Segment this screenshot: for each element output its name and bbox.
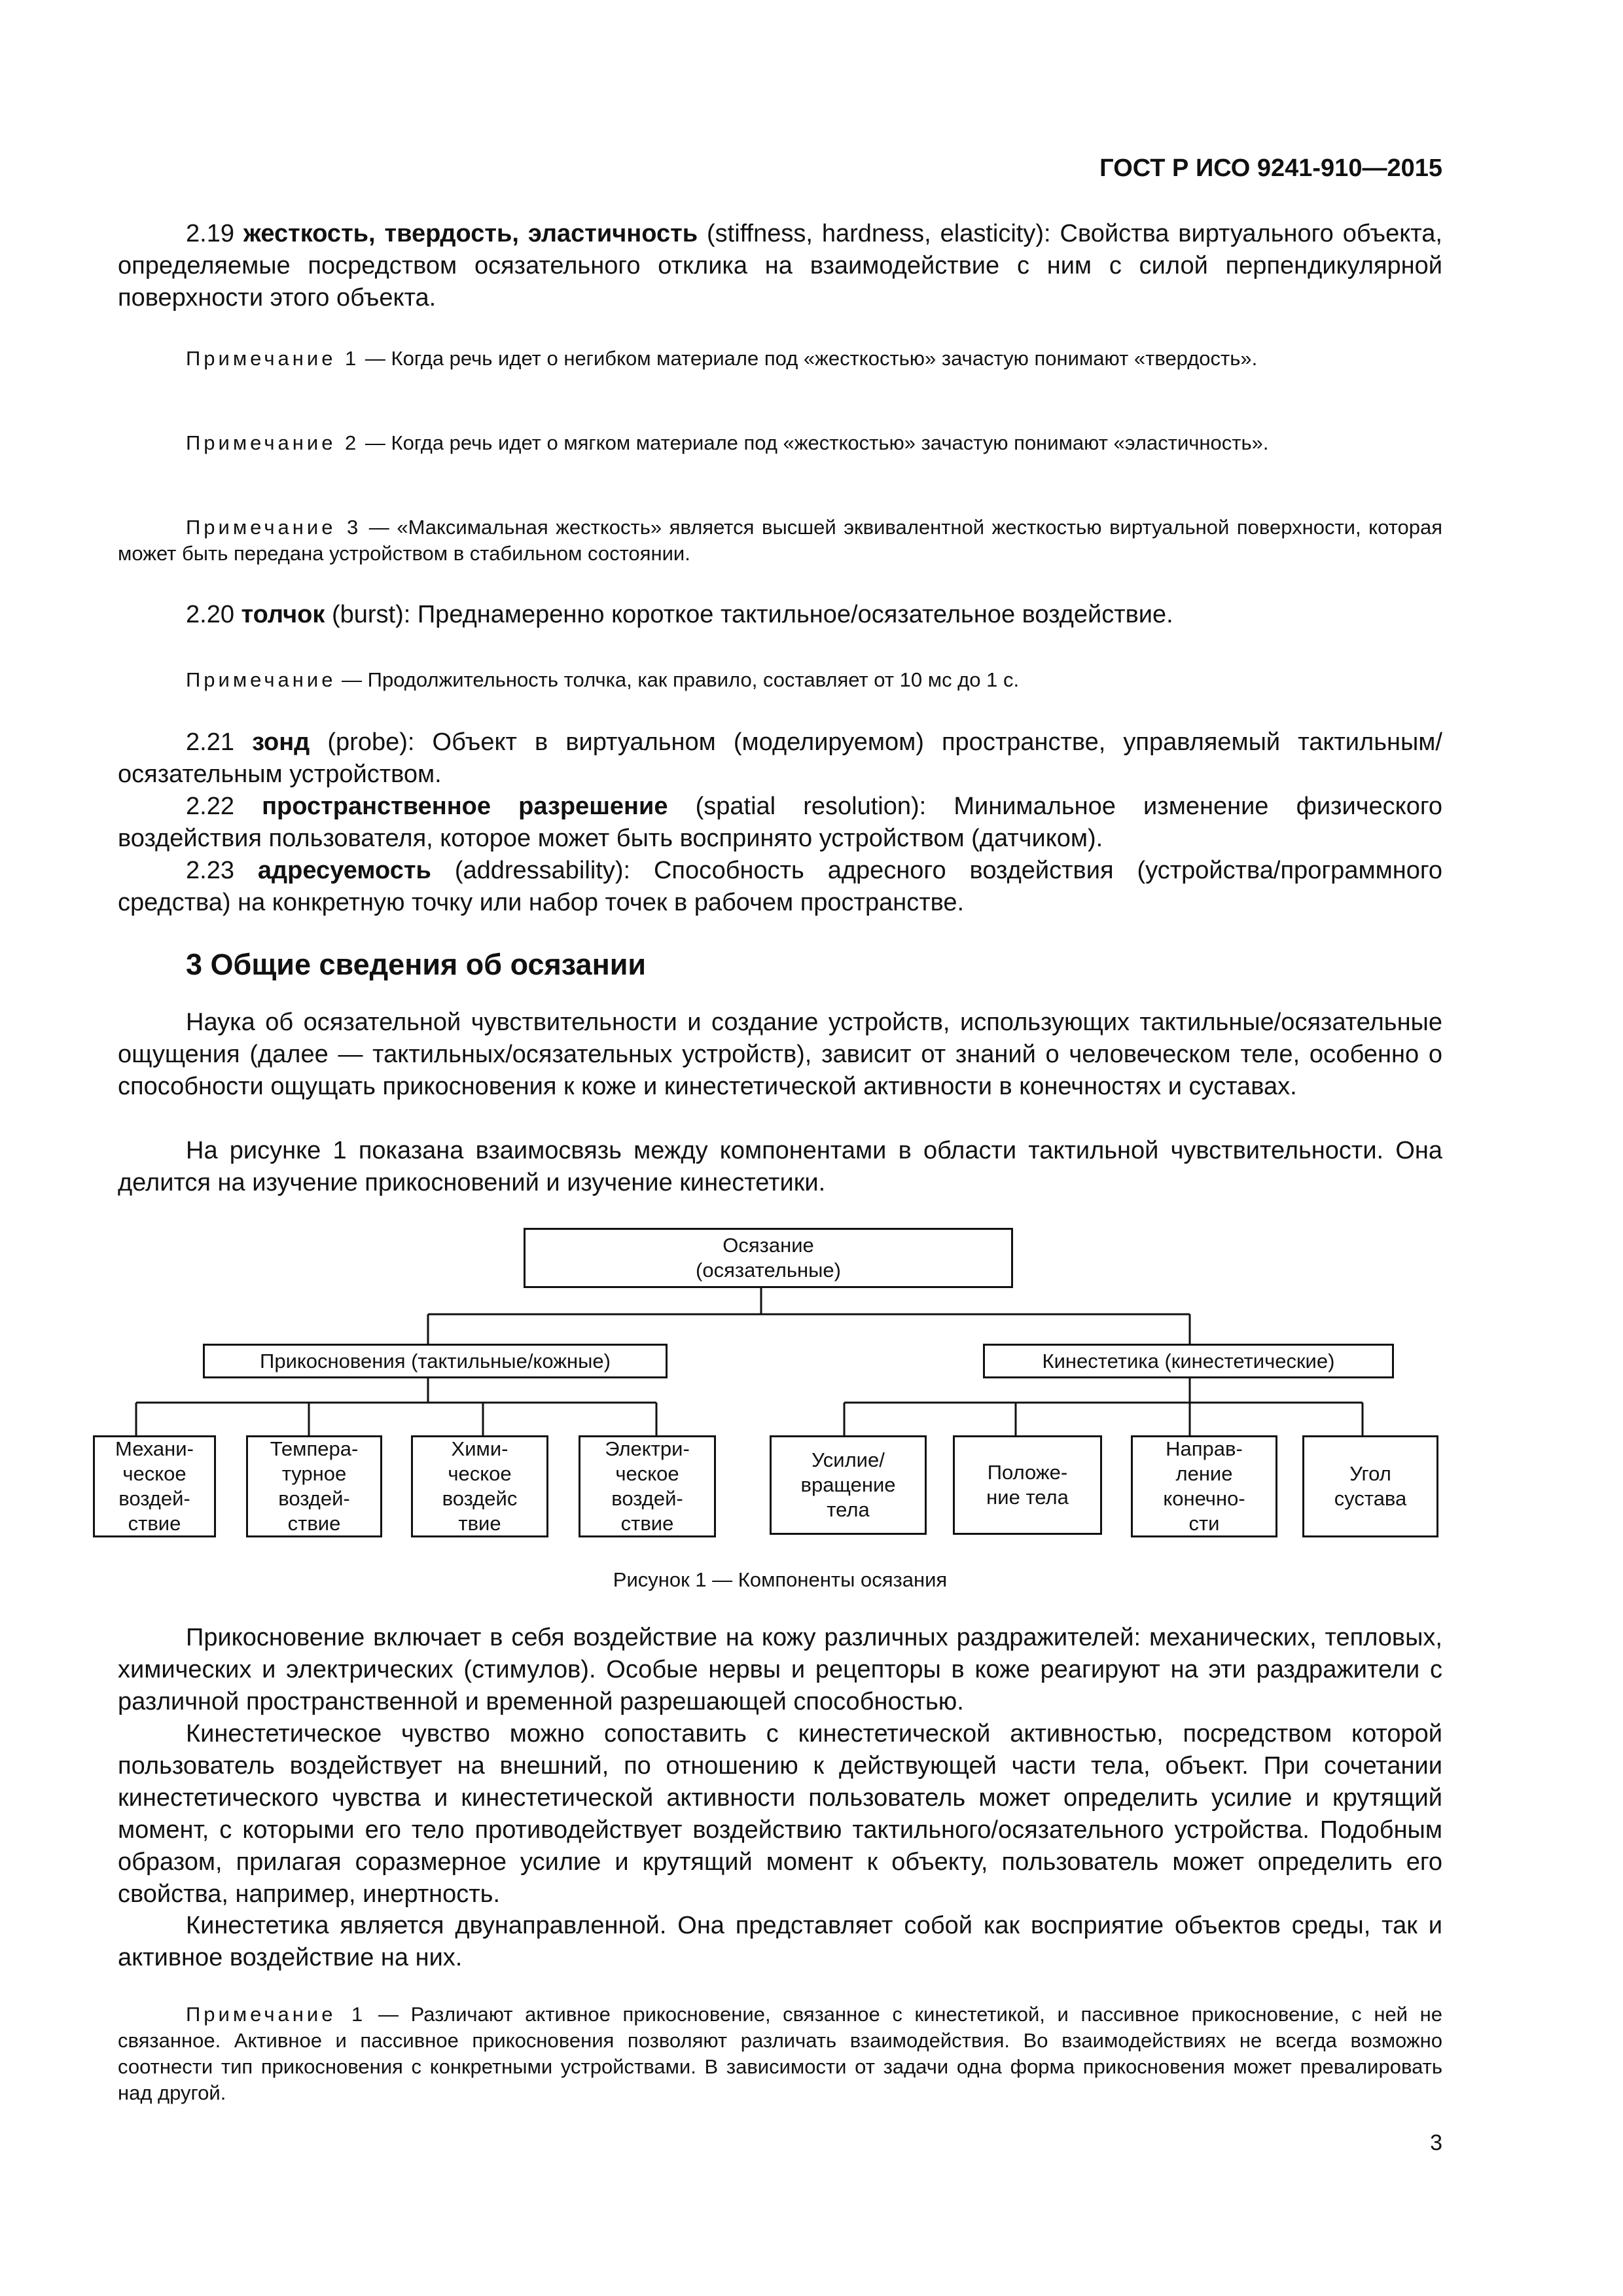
definition-term: адресуемость — [257, 857, 431, 884]
figure-electrical-box: Электри- ческое воздей- ствие — [579, 1435, 716, 1537]
figure-root-box: Осязание (осязательные) — [524, 1228, 1013, 1288]
figure-body-position-box: Положе- ние тела — [953, 1435, 1102, 1535]
figure-touch-box: Прикосновения (тактильные/кожные) — [203, 1344, 668, 1378]
note-2-19-1 — [118, 346, 1442, 372]
note-2-19-3 — [118, 514, 1442, 567]
page-number: 3 — [1430, 2130, 1442, 2155]
section-paragraph: На рисунке 1 показана взаимосвязь между компонентами в области тактильной чувствительности. Она делится на изучение прикосновений и изучение кинестетики. — [118, 1137, 1442, 1196]
note-label: Примечание 2 — [186, 431, 360, 454]
note-text: — Продолжительность толчка, как правило, составляет от 10 мс до 1 с. — [336, 668, 1020, 691]
definition-text: (burst): Преднамеренно короткое тактильное/осязательное воздействие. — [325, 601, 1173, 628]
definition-term: пространственное разрешение — [262, 793, 668, 820]
definition-text: (spatial resolution): Минимальное изменение физического воздействия пользователя, которое может быть воспринято устройством (датчиком). — [118, 793, 1442, 852]
figure-limb-direction-box: Направ- ление конечно- сти — [1131, 1435, 1277, 1537]
definition-number: 2.20 — [186, 601, 241, 628]
note-text: — Когда речь идет о мягком материале под «жесткостью» зачастую понимают «эластичность». — [359, 431, 1269, 454]
definition-number: 2.22 — [186, 793, 262, 820]
definition-2-21 — [118, 726, 1442, 791]
note-label: Примечание 3 — [186, 516, 362, 539]
note-2-19-2 — [118, 430, 1442, 456]
section-heading: 3 Общие сведения об осязании — [186, 948, 647, 981]
figure-joint-angle-box: Угол сустава — [1302, 1435, 1438, 1537]
figure-thermal-box: Темпера- турное воздей- ствие — [246, 1435, 382, 1537]
note-text: — Когда речь идет о негибком материале под «жесткостью» зачастую понимают «твердость». — [359, 347, 1258, 370]
section-paragraph: Наука об осязательной чувствительности и создание устройств, использующих тактильные/осязательные ощущения (далее — тактильных/осязательных устройств), зависит от знаний о человеческом теле, особенно о способности ощущать прикосновения к коже и кинестетической активности в конечностях и суставах. — [118, 1009, 1442, 1100]
body-paragraph: Кинестетика является двунаправленной. Она представляет собой как восприятие объектов среды, так и активное воздействие на них. — [118, 1912, 1442, 1971]
body-paragraph: Прикосновение включает в себя воздействие на кожу различных раздражителей: механических, тепловых, химических и электрических (стимулов). Особые нервы и рецепторы в коже реагируют на эти раздражители с различной пространственной и временной разрешающей способностью. — [118, 1624, 1442, 1715]
definition-2-20 — [118, 599, 1442, 631]
note-label: Примечание 1 — [186, 347, 360, 370]
definition-number: 2.23 — [186, 857, 258, 884]
note-label: Примечание 1 — [186, 2003, 366, 2026]
body-paragraph: Кинестетическое чувство можно сопоставить с кинестетической активностью, посредством которой пользователь воздействует на внешний, по отношению к действующей части тела, объект. При сочетании кинестетического чувства и кинестетической активности пользователь может определить усилие и крутящий момент, с которыми его тело противодействует воздействию тактильного/осязательного устройства. Подобным образом, прилагая соразмерное усилие и крутящий момент к объекту, пользователь может определить его свойства, например, инертность. — [118, 1720, 1442, 1908]
figure-caption: Рисунок 1 — Компоненты осязания — [613, 1568, 948, 1591]
definition-2-19 — [118, 218, 1442, 314]
definition-text: (stiffness, hardness, elasticity): Свойства виртуального объекта, определяемые посредством осязательного отклика на взаимодействие с ним с силой перпендикулярной поверхности этого объекта. — [118, 220, 1442, 312]
definition-text: (addressability): Способность адресного воздействия (устройства/программного средства) на конкретную точку или набор точек в рабочем пространстве. — [118, 857, 1442, 916]
note-2-20 — [118, 667, 1442, 693]
figure-kinesthetics-box: Кинестетика (кинестетические) — [983, 1344, 1394, 1378]
note-text: — «Максимальная жесткость» является высшей эквивалентной жесткостью виртуальной поверхности, которая может быть передана устройством в стабильном состоянии. — [118, 516, 1442, 565]
document-id-header: ГОСТ Р ИСО 9241-910—2015 — [1099, 154, 1442, 182]
definition-term: жесткость, твердость, эластичность — [243, 220, 698, 247]
note-text: — Различают активное прикосновение, связанное с кинестетикой, и пассивное прикосновение, с ней не связанное. Активное и пассивное прикосновения позволяют различать взаимодействия. Во взаимодействиях не всегда возможно соотнести тип прикосновения с конкретными устройствами. В зависимости от задачи одна форма прикосновения может превалировать над другой. — [118, 2003, 1442, 2104]
definition-2-23 — [118, 855, 1442, 919]
figure-chemical-box: Хими- ческое воздейс твие — [411, 1435, 548, 1537]
figure-mechanical-box: Механи- ческое воздей- ствие — [93, 1435, 216, 1537]
note-label: Примечание — [186, 668, 336, 691]
definition-text: (probe): Объект в виртуальном (моделируемом) пространстве, управляемый тактильным/осязательным устройством. — [118, 728, 1442, 788]
definition-number: 2.19 — [186, 220, 243, 247]
note-section-3-1 — [118, 2001, 1442, 2106]
figure-force-box: Усилие/ вращение тела — [770, 1435, 927, 1535]
definition-number: 2.21 — [186, 728, 253, 756]
definition-term: зонд — [252, 728, 310, 756]
definition-term: толчок — [241, 601, 325, 628]
definition-2-22 — [118, 791, 1442, 855]
